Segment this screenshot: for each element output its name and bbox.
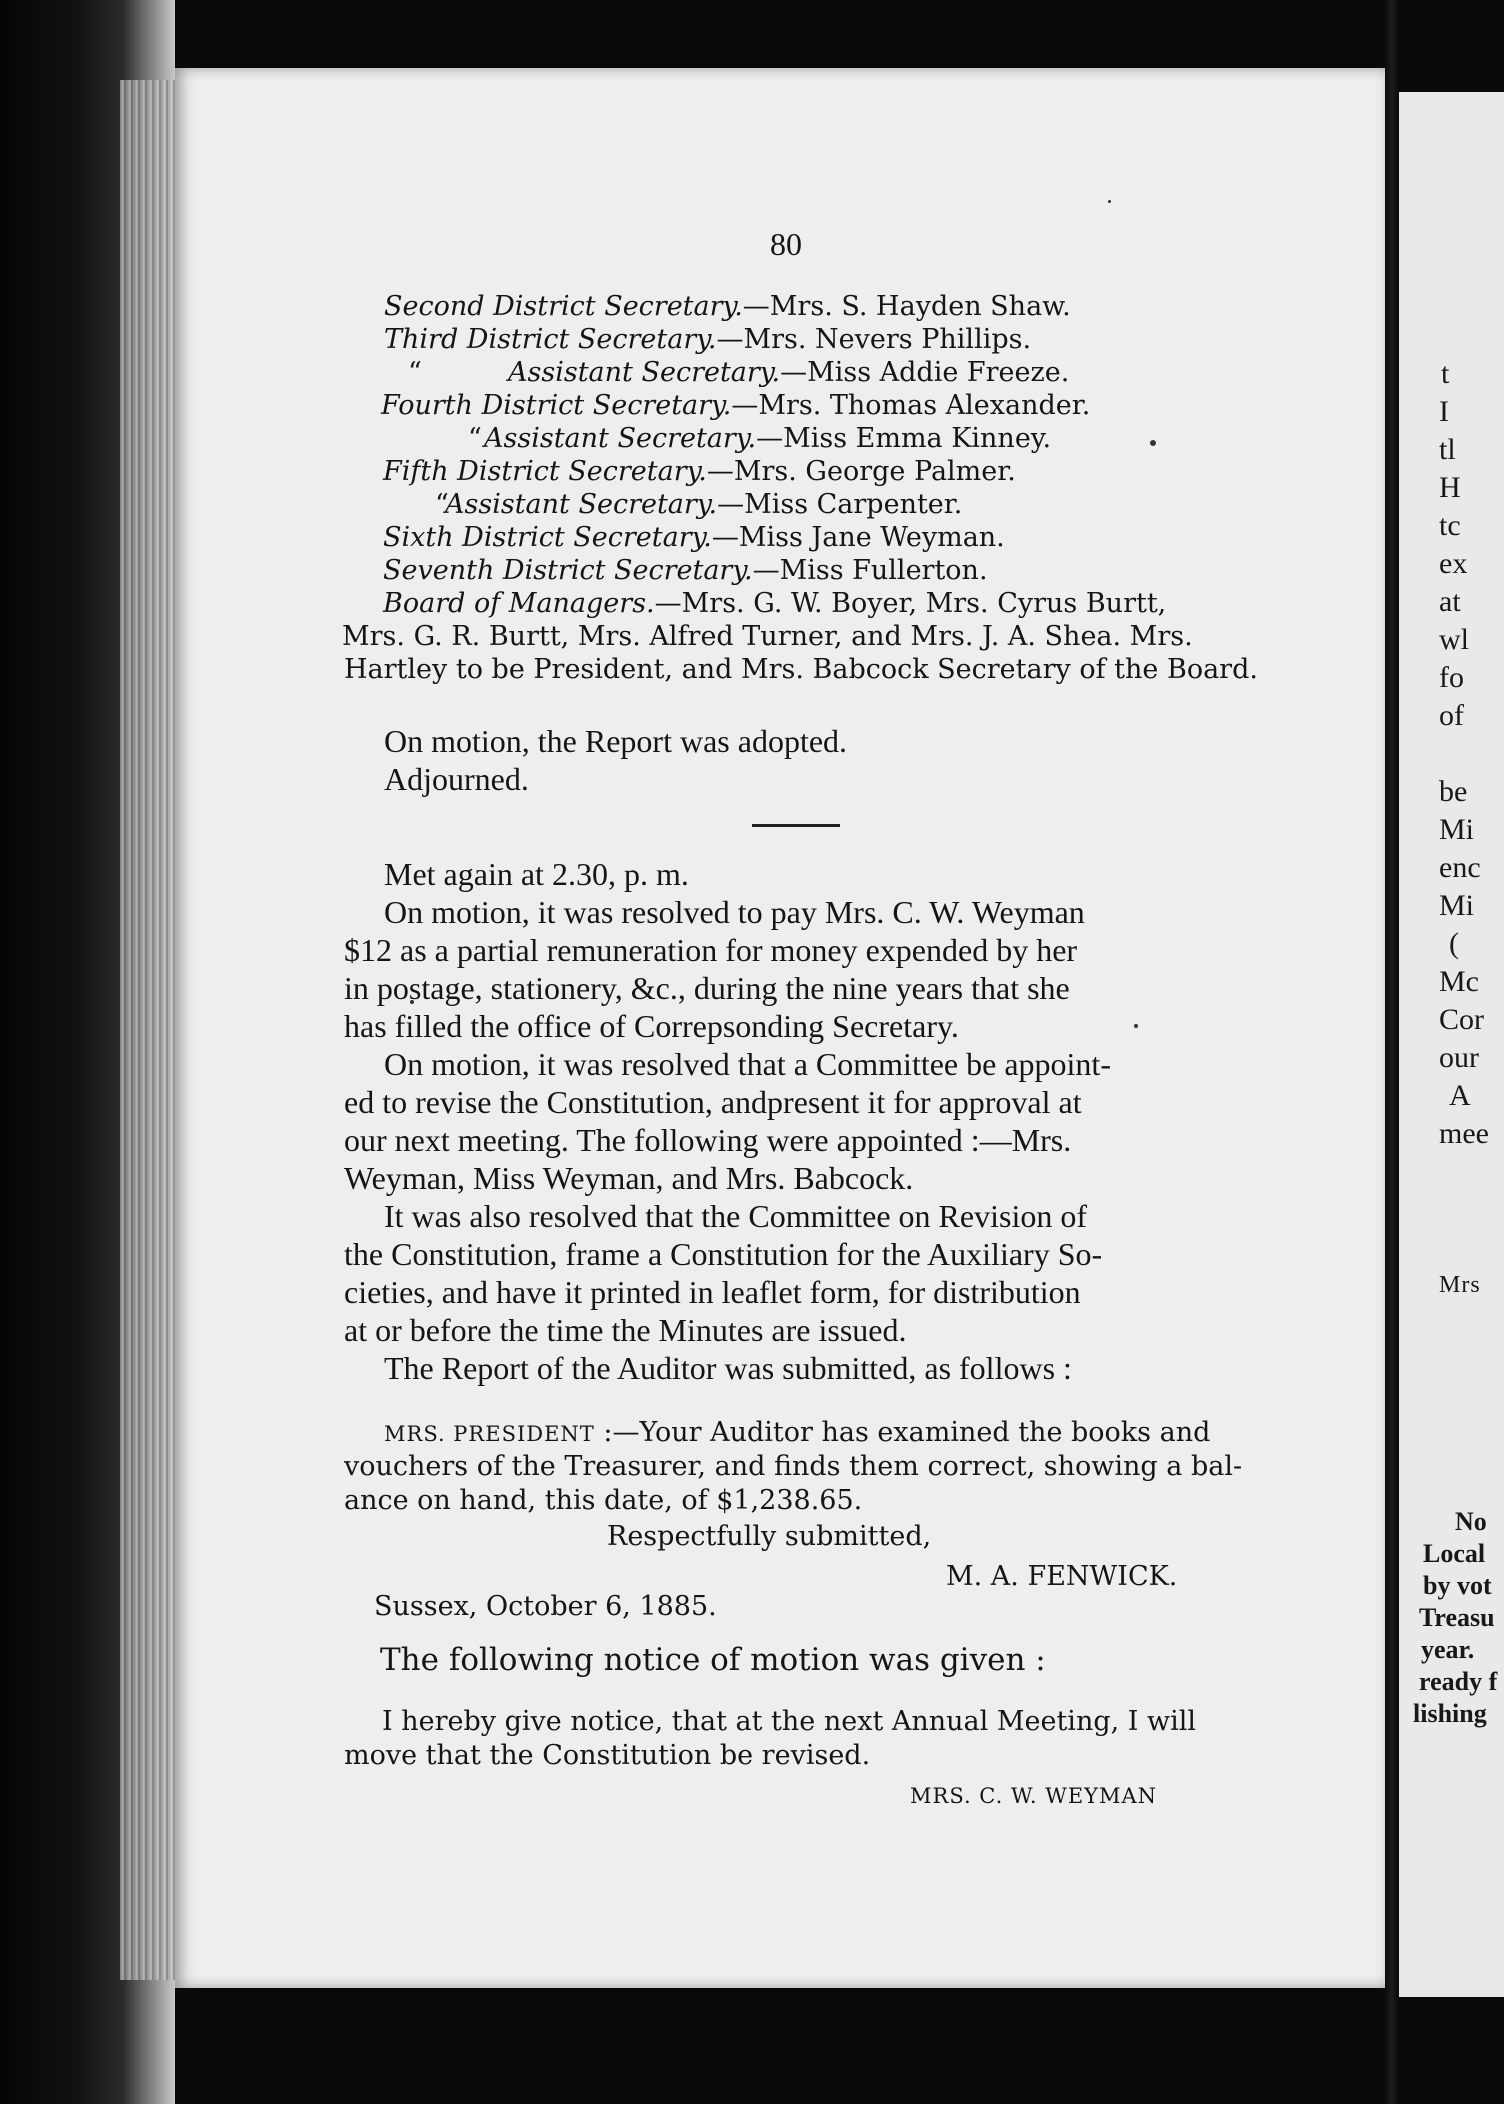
ledger-role: Sixth District Secretary. [383,522,712,553]
facing-fragment: year. [1421,1635,1475,1664]
notice-line: I hereby give notice, that at the next Annual Meeting, I will [382,1706,1197,1737]
body-line: our next meeting. The following were appointed :—Mrs. [344,1122,1072,1158]
report-place-date: Sussex, October 6, 1885. [374,1591,717,1622]
ledger-line [381,389,1090,422]
facing-page [1399,92,1504,1997]
ledger-line [383,455,1016,488]
report-line: ance on hand, this date, of $1,238.65. [344,1485,863,1516]
body-line: the Constitution, frame a Constitution for the Auxiliary So- [344,1236,1103,1272]
report-line: vouchers of the Treasurer, and finds them correct, showing a bal- [344,1451,1243,1482]
facing-fragment: Mrs [1439,1272,1481,1298]
facing-fragment: Treasu [1419,1603,1495,1632]
facing-fragment: I [1439,395,1449,428]
ledger-name: —Mrs. George Palmer. [706,456,1016,487]
ledger-role: Assistant Secretary. [445,489,718,520]
ledger-name: —Mrs. G. W. Boyer, Mrs. Cyrus Burtt, [654,588,1167,619]
ledger-name: —Miss Jane Weyman. [711,522,1005,553]
facing-fragment: tc [1439,509,1461,542]
body-line: has filled the office of Correpsonding Secretary. [344,1008,959,1044]
body-line: Met again at 2.30, p. m. [384,856,689,892]
facing-fragment: at [1439,585,1461,618]
facing-fragment: ready f [1419,1667,1498,1696]
facing-fragment: be [1439,775,1468,808]
ledger-name: —Miss Fullerton. [752,555,988,586]
body-line: On motion, the Report was adopted. [384,723,848,759]
facing-fragment: H [1439,471,1461,504]
print-speck [1134,1024,1138,1028]
report-line [384,1416,1210,1451]
ledger-line [435,488,963,521]
facing-fragment: Mi [1439,889,1475,922]
ledger-name: —Miss Emma Kinney. [756,423,1052,454]
body-line: $12 as a partial remuneration for money expended by her [344,932,1078,968]
facing-fragment: wl [1439,623,1469,656]
ledger-role: Second District Secretary. [384,291,743,322]
facing-fragment: tl [1439,433,1456,466]
page-edges [120,80,180,1980]
facing-fragment: of [1439,699,1464,732]
book-spine [1385,0,1399,2104]
ledger-name: —Miss Addie Freeze. [780,357,1070,388]
facing-fragment: No [1455,1507,1487,1536]
ledger-role: Fourth District Secretary. [381,390,732,421]
ledger-role: Fifth District Secretary. [383,456,707,487]
ledger-role: Assistant Secretary. [508,357,781,388]
ledger-line [408,356,1070,389]
notice-intro: The following notice of motion was given : [380,1642,1046,1678]
ledger-name: —Mrs. Thomas Alexander. [731,390,1091,421]
ledger-role: Board of Managers. [383,588,655,619]
body-line: On motion, it was resolved to pay Mrs. C. W. Weyman [384,894,1085,930]
body-line: cieties, and have it printed in leaflet form, for distribution [344,1274,1081,1310]
ditto-mark: “ [408,357,422,388]
facing-fragment: enc [1439,851,1481,884]
facing-fragment: ( [1449,927,1459,960]
body-line: The Report of the Auditor was submitted, as follows : [384,1350,1072,1386]
body-line: Weyman, Miss Weyman, and Mrs. Babcock. [344,1160,914,1196]
ledger-continuation: Mrs. G. R. Burtt, Mrs. Alfred Turner, and Mrs. J. A. Shea. Mrs. [342,621,1193,652]
ledger-line [468,422,1052,455]
facing-fragment: our [1439,1041,1479,1074]
facing-fragment: Cor [1439,1003,1484,1036]
ledger-line [384,323,1031,356]
ledger-line [383,587,1166,620]
body-line: at or before the time the Minutes are issued. [344,1312,907,1348]
facing-fragment: Local [1423,1539,1486,1568]
ledger-name: —Miss Carpenter. [717,489,963,520]
ledger-name: —Mrs. S. Hayden Shaw. [742,291,1071,322]
facing-fragment: by vot [1423,1571,1492,1600]
report-closing: Respectfully submitted, [607,1521,932,1552]
facing-fragment: mee [1439,1117,1489,1150]
report-salutation: MRS. PRESIDENT [384,1422,595,1446]
notice-line: move that the Constitution be revised. [344,1740,871,1771]
facing-fragment: Mc [1439,965,1479,998]
report-signature: M. A. FENWICK. [946,1561,1178,1592]
facing-fragment: t [1441,357,1450,390]
ledger-line [383,521,1005,554]
ditto-mark: “ [468,423,482,454]
ledger-line [383,554,988,587]
body-line: It was also resolved that the Committee on Revision of [384,1198,1087,1234]
print-speck [1108,200,1111,203]
facing-fragment: ex [1439,547,1468,580]
notice-signature-text: MRS. C. W. WEYMAN [910,1784,1158,1808]
ledger-name: —Mrs. Nevers Phillips. [716,324,1032,355]
ledger-continuation: Hartley to be President, and Mrs. Babcock Secretary of the Board. [344,654,1258,685]
ledger-role: Assistant Secretary. [484,423,757,454]
body-line: On motion, it was resolved that a Committee be appoint- [384,1046,1111,1082]
notice-signature [910,1778,1157,1813]
ledger-line [384,290,1071,323]
ditto-mark: “ [435,489,449,520]
body-line: in postage, stationery, &c., during the nine years that she [344,970,1070,1006]
print-speck [1150,440,1156,446]
facing-fragment: Mi [1439,813,1475,846]
page-number: 80 [770,226,802,262]
ledger-role: Seventh District Secretary. [383,555,753,586]
body-line: Adjourned. [384,761,529,797]
ledger-role: Third District Secretary. [384,324,717,355]
report-text: :—Your Auditor has examined the books and [594,1417,1211,1448]
section-rule [752,824,840,827]
body-line: ed to revise the Constitution, andpresent it for approval at [344,1084,1082,1120]
facing-fragment: fo [1439,661,1464,694]
facing-fragment: A [1449,1079,1471,1112]
facing-fragment: lishing [1413,1699,1487,1728]
